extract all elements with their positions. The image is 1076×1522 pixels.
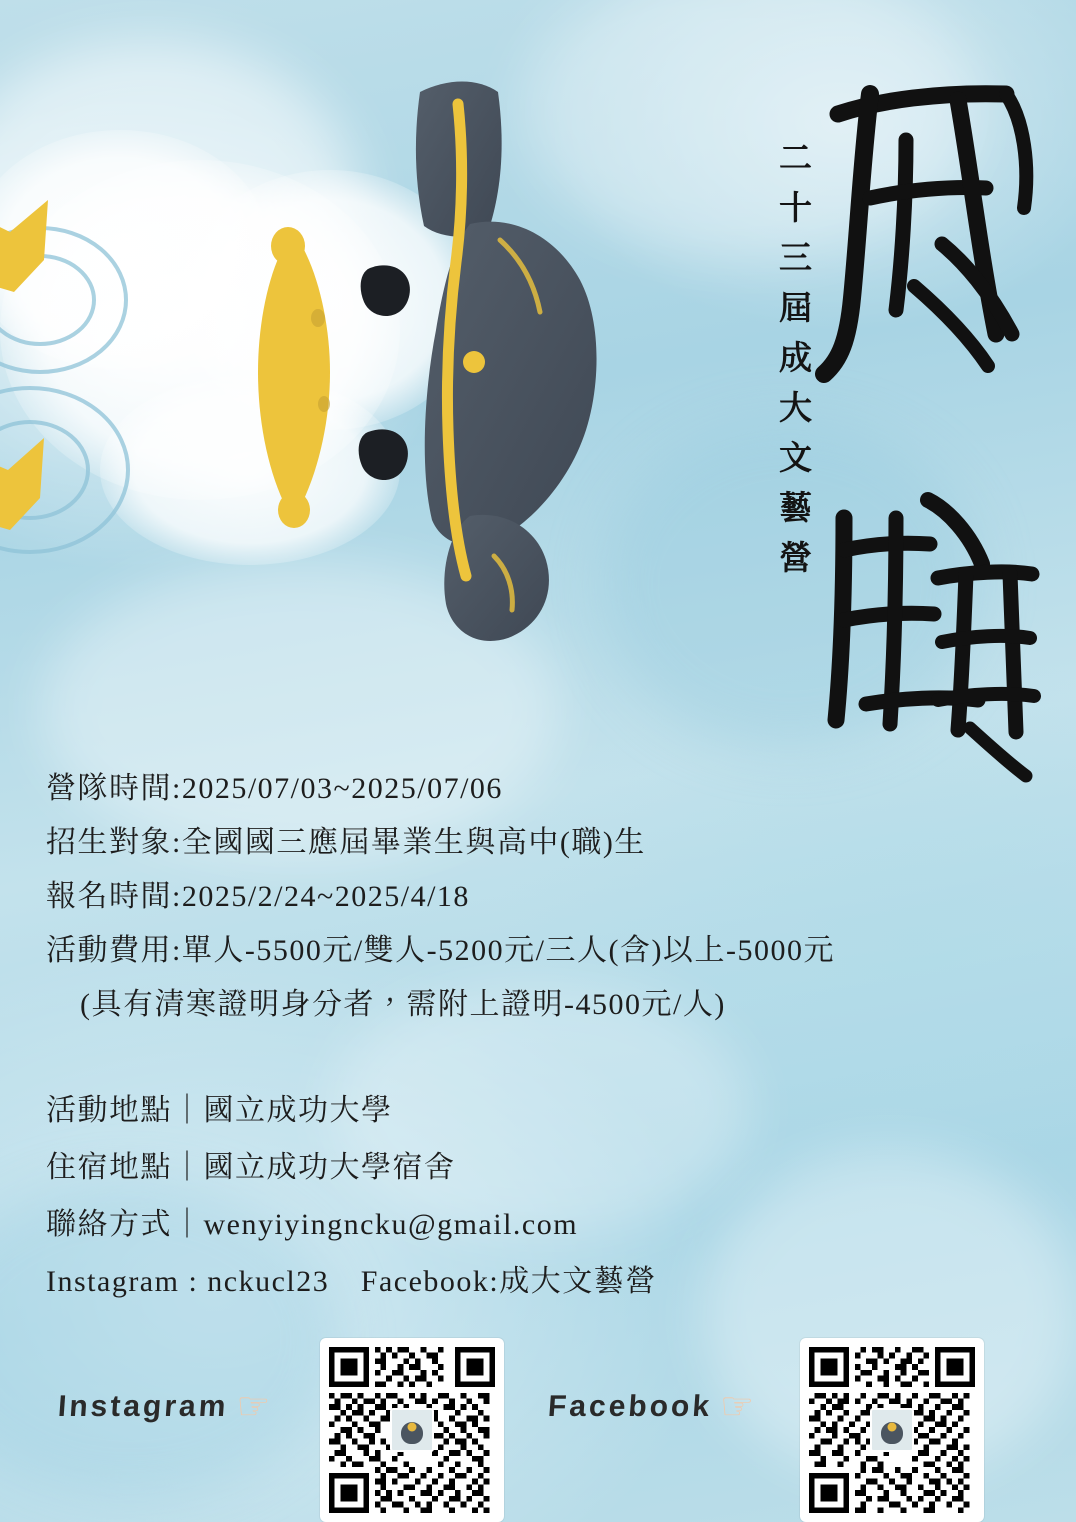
bird-illustration [0,0,680,700]
pointing-hand-icon: ☞ [720,1386,755,1428]
watercolor-blotch [0,40,360,370]
info-line-registration-dates: 報名時間:2025/2/24~2025/4/18 [46,880,470,913]
camp-info-block [46,762,1046,1032]
qr-pattern [809,1347,975,1513]
beak-icon [408,1422,417,1431]
contact-line-venue: 活動地點｜國立成功大學 [46,1094,393,1127]
info-line-camp-dates: 營隊時間:2025/07/03~2025/07/06 [46,772,503,805]
info-line-fee-note: (具有清寒證明身分者，需附上證明-4500元/人) [80,988,726,1021]
qr-pattern [329,1347,495,1513]
yellow-fish-shape [258,227,330,528]
contact-line-social-handles: Instagram : nckucl23 Facebook:成大文藝營 [46,1265,657,1298]
info-line-eligibility: 招生對象:全國國三應屆畢業生與高中(職)生 [46,826,646,859]
dark-leaf-shape [359,265,410,480]
yellow-crown-shape [0,200,48,530]
instagram-label: Instagram [56,1390,230,1423]
facebook-qr-code[interactable] [800,1338,984,1522]
dark-bird-shape [416,82,597,641]
beak-icon [888,1422,897,1431]
info-line-fees: 活動費用:單人-5500元/雙人-5200元/三人(含)以上-5000元 [46,934,835,967]
facebook-callout [548,1388,754,1426]
instagram-callout [58,1388,270,1426]
contact-line-accommodation: 住宿地點｜國立成功大學宿舍 [46,1151,456,1184]
qr-center-logo [390,1408,434,1452]
brush-calligraphy-title [810,48,1042,788]
vertical-subtitle: 二十三屆成大文藝營 [774,140,810,590]
pointing-hand-icon: ☞ [236,1386,271,1428]
qr-code-row [0,1330,1076,1510]
contact-info-block [46,1082,1046,1310]
facebook-label: Facebook [546,1390,714,1423]
qr-center-logo [870,1408,914,1452]
water-ripples [0,228,128,552]
instagram-qr-code[interactable] [320,1338,504,1522]
contact-line-email: 聯絡方式｜wenyiyingncku@gmail.com [46,1208,579,1241]
cloud-shape [0,130,480,565]
